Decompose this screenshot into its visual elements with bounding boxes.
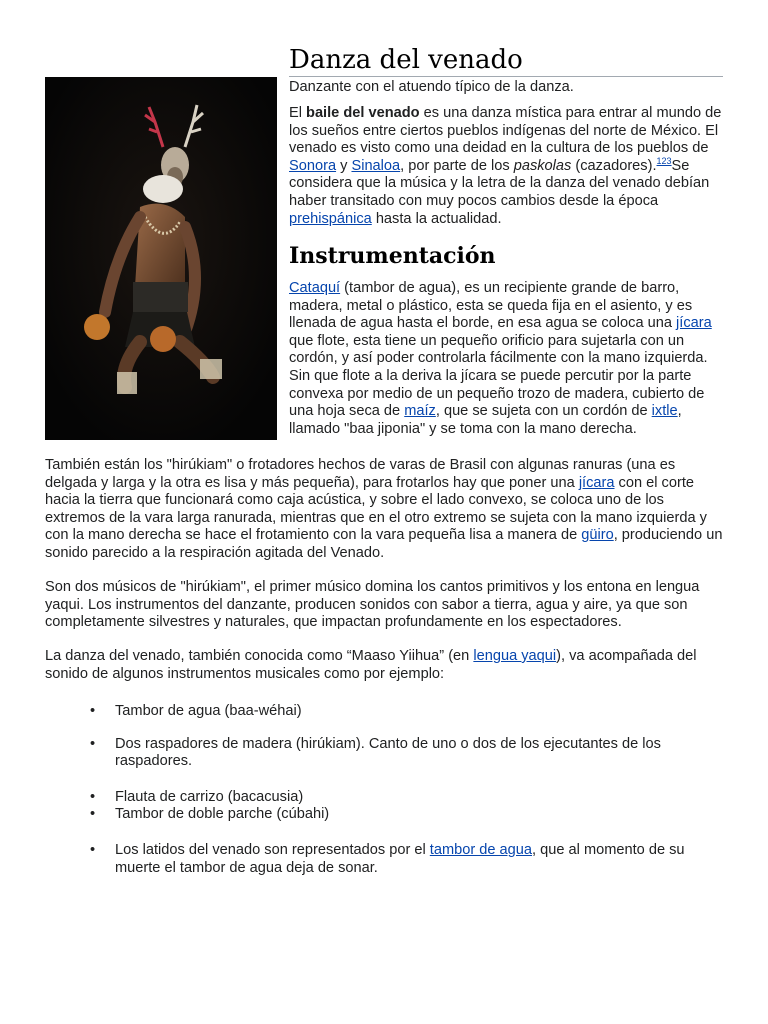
image-caption: Danzante con el atuendo típico de la danza. <box>289 79 574 95</box>
bold-term: baile del venado <box>306 105 420 121</box>
link-jicara-2[interactable]: jícara <box>578 474 615 491</box>
musicians-paragraph: Son dos músicos de "hirúkiam", el primer músico domina los cantos primitivos y los entona en lengua yaqui. Los instrumentos del danzante, producen sonidos con sabor a tierra, agua y aire, ya que son completamente silvestres y naturales, que impactan profundamente en los espectadores. <box>45 579 700 631</box>
link-lengua-yaqui[interactable]: lengua yaqui <box>473 648 557 664</box>
page-title: Danza del venado <box>289 44 723 77</box>
link-jicara[interactable]: jícara <box>676 315 712 332</box>
link-ixtle[interactable]: ixtle <box>651 403 678 420</box>
link-sonora[interactable]: Sonora <box>289 157 337 174</box>
deer-dancer-photo <box>45 77 277 440</box>
link-maiz[interactable]: maíz <box>404 403 436 420</box>
intro-paragraph: El baile del venado es una danza mística para entrar al mundo de los sueños entre ciertos pueblos indígenas del norte de México. El venado es visto como una deidad en la cultura de los pueblos de Sonora y Sinaloa, por parte de los paskolas (cazadores).$^{123}$Se considera que la música y la letra de la danza del venado debían haber transitado con muy pocos cambios desde la época prehispánica hasta la actualidad. <box>289 105 722 227</box>
link-cataqui[interactable]: Cataquí <box>289 280 341 296</box>
list-item: • Los latidos del venado son representados por el tambor de agua, que al momento de su muerte el tambor de agua deja de sonar. <box>45 842 725 877</box>
list-item: • Tambor de agua (baa-wéhai) <box>45 703 725 721</box>
hirukiam-paragraph: También están los "hirúkiam" o frotadores hechos de varas de Brasil con algunas ranuras (una es delgada y larga y la otra es lisa y más pequeña), para frotarlos hay que poner una jícara con el corte hacia la tierra que funcionará como caja acústica, y sobre el lado convexo, se coloca uno de los extremos de la vara larga ranurada, mientras que en el otro extremo se sujeta con la mano izquierda y con la mano derecha se hace el frotamiento con la vara pequeña lisa a manera de güiro, produciendo un sonido parecido a la respiración agitada del Venado. <box>45 457 723 561</box>
list-item: • Dos raspadores de madera (hirúkiam). Canto de uno o dos de los ejecutantes de los raspadores. <box>45 736 725 771</box>
deer-dancer-illustration <box>45 77 277 440</box>
list-item: • Flauta de carrizo (bacacusia) <box>45 789 725 807</box>
maaso-yiihua-paragraph: La danza del venado, también conocida como “Maaso Yiihua” (en lengua yaqui), va acompañada del sonido de algunos instrumentos musicales como por ejemplo: <box>45 648 697 682</box>
link-prehispanica[interactable]: prehispánica <box>289 210 372 227</box>
link-tambor-de-agua[interactable]: tambor de agua <box>429 841 533 858</box>
link-guiro[interactable]: güiro <box>581 527 614 544</box>
list-item: • Tambor de doble parche (cúbahi) <box>45 806 725 824</box>
instrument-list <box>45 700 725 877</box>
section-heading: Instrumentación <box>289 243 496 269</box>
link-sinaloa[interactable]: Sinaloa <box>351 157 401 174</box>
reference-link[interactable]: 123 <box>656 155 672 166</box>
instrumentacion-paragraph: Cataquí (tambor de agua), es un recipiente grande de barro, madera, metal o plástico, esta se queda fija en el asiento, y es llenada de agua hasta el borde, en esa agua se coloca una jícara que flote, esta tiene un pequeño orificio para sujetarla con un cordón, y así poder controlarla fácilmente con la mano izquierda. Sin que flote a la deriva la jícara se puede percutir por la parte convexa por medio de un pequeño trozo de madera, cubierto de una hoja seca de maíz, que se sujeta con un cordón de ixtle, llamado "baa jiponia" y se toma con la mano derecha. <box>289 280 712 437</box>
